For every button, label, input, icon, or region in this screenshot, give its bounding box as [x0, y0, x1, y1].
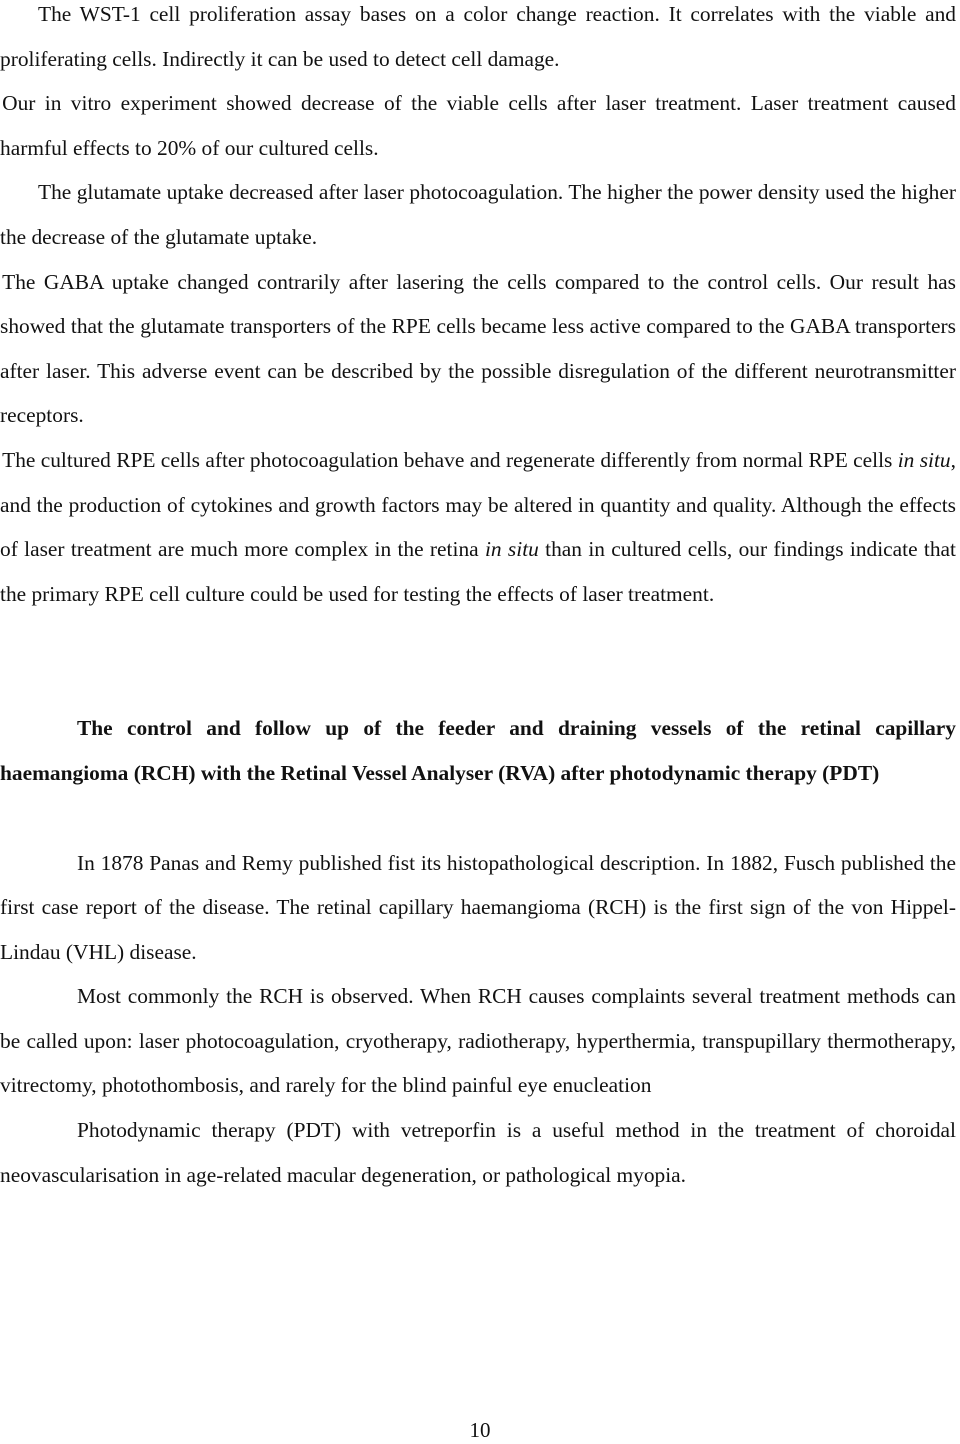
spacer — [0, 796, 956, 841]
paragraph-cultured-rpe-part2: , and the production of cytokines and growth factors may be altered in quantity and quality. Although the effects of laser treatment are much more complex in the retina — [0, 447, 956, 562]
paragraph-history: In 1878 Panas and Remy published fist its histopathological description. In 1882, Fusch published the first case report of the disease. The retinal capillary haemangioma (RCH) is the first sign of the von Hippel-Lindau (VHL) disease. — [0, 850, 956, 964]
paragraph-gaba: The GABA uptake changed contrarily after lasering the cells compared to the control cells. Our result has showed that the glutamate transporters of the RPE cells became less active compared to the GABA transporters after laser. This adverse event can be described by the possible disregulation of the different neurotransmitter receptors. — [0, 269, 956, 428]
paragraph-in-vitro: Our in vitro experiment showed decrease of the viable cells after laser treatment. Laser treatment caused harmful effects to 20% of our cultured cells. — [0, 91, 956, 160]
paragraph-glutamate: The glutamate uptake decreased after laser photocoagulation. The higher the power density used the higher the decrease of the glutamate uptake. — [0, 180, 956, 249]
in-situ-term: in situ — [897, 447, 951, 472]
paragraph-cultured-rpe-part1: The cultured RPE cells after photocoagulation behave and regenerate differently from normal RPE cells — [2, 447, 898, 472]
paragraph-wst1: The WST-1 cell proliferation assay bases on a color change reaction. It correlates with the viable and proliferating cells. Indirectly it can be used to detect cell damage. — [0, 2, 956, 71]
page-number: 10 — [469, 1418, 491, 1442]
spacer — [0, 616, 956, 706]
in-situ-term: in situ — [484, 537, 539, 562]
paragraph-cultured-rpe — [0, 438, 956, 616]
paragraph-treatment: Most commonly the RCH is observed. When RCH causes complaints several treatment methods can be called upon: laser photocoagulation, cryotherapy, radiotherapy, hyperthermia, transpupillary thermotherapy, vitrectomy, photothombosis, and rarely for the blind painful eye enucleation — [0, 984, 956, 1098]
paragraph-pdt: Photodynamic therapy (PDT) with vetreporfin is a useful method in the treatment of choroidal neovascularisation in age-related macular degeneration, or pathological myopia. — [0, 1118, 956, 1187]
section-heading: The control and follow up of the feeder and draining vessels of the retinal capillary haemangioma (RCH) with the Retinal Vessel Analyser (RVA) after photodynamic therapy (PDT) — [0, 716, 956, 785]
paragraph-cultured-rpe-part3: than in cultured cells, our findings indicate that the primary RPE cell culture could be used for testing the effects of laser treatment. — [0, 537, 956, 606]
